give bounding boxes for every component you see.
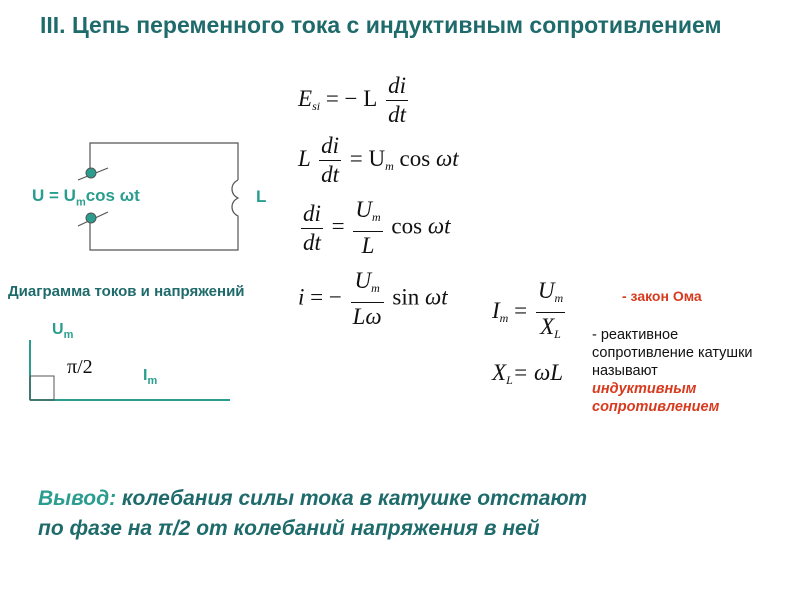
terminal-top (86, 168, 96, 178)
source-voltage-label: $U = U_m\cos$ ωt (32, 186, 140, 209)
equation-ohm: $I_m$ = $\frac{U_m}{X_L}$ (492, 278, 564, 341)
terminal-bottom (86, 213, 96, 223)
inductor-label: L (256, 187, 267, 206)
im-label: $I_m$ (143, 367, 158, 388)
equation-current: i = − $\frac{U_m}{L\omega}$ sin ωt (298, 268, 448, 329)
ohm-law-note: - закон Ома (622, 288, 702, 304)
angle-label: π/2 (67, 356, 93, 378)
circuit-wire-bottom (90, 218, 238, 250)
equation-voltage: L $\frac{di}{dt}$ = $U_m$ cos ωt (298, 133, 459, 187)
equation-emf: $E_{si}$ = − L $\frac{di}{dt}$ (298, 73, 406, 127)
um-label: $U_m$ (52, 321, 74, 342)
circuit-wire-top (90, 143, 238, 180)
inductor-coil (232, 180, 238, 222)
conclusion: Вывод: колебания силы тока в катушке отстают по фазе на π/2 от колебаний напряжения в ней (38, 487, 588, 540)
equation-current-derivative: $\frac{di}{dt}$ = $\frac{U_m}{L}$ cos ωt (303, 197, 451, 258)
page-title: III. Цепь переменного тока с индуктивным сопротивлением (40, 12, 722, 38)
diagram-title: Диаграмма токов и напряжений (8, 283, 245, 300)
reactance-note: - реактивное сопротивление катушки называют индуктивным сопротивлением (592, 327, 753, 415)
equation-reactance: $X_L= \omega L$ (492, 360, 564, 387)
right-angle-mark (30, 376, 54, 400)
